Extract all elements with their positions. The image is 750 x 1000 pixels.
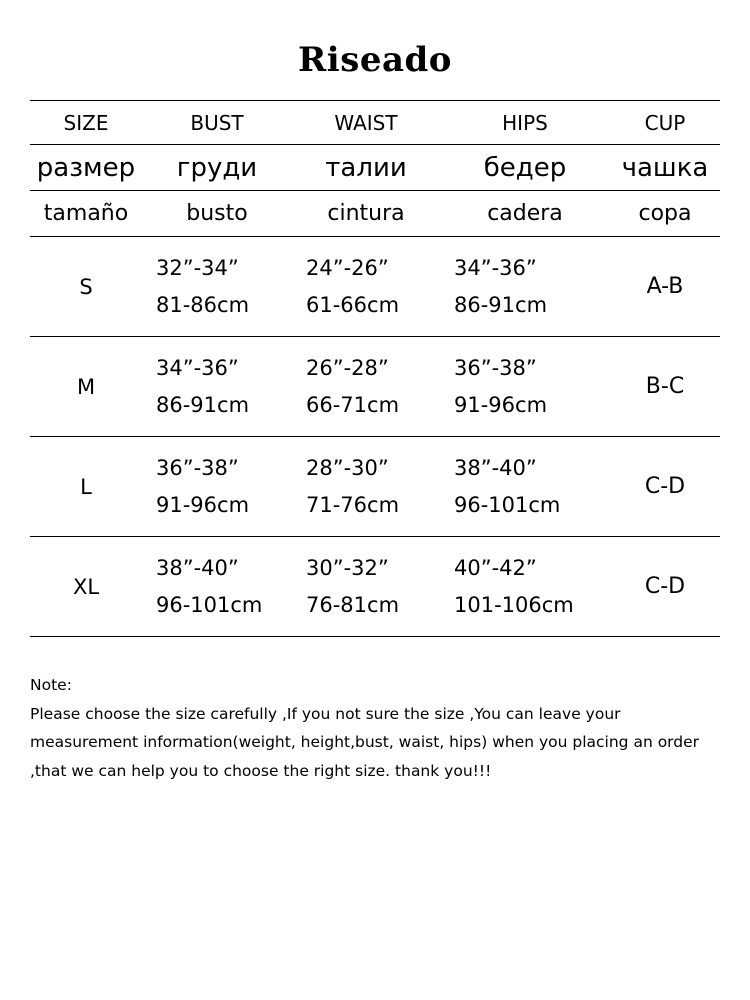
- cell-waist: [292, 237, 440, 337]
- cell-bust-cm: 86-91cm: [156, 392, 250, 417]
- cell-hips-inch: 38”-40”: [454, 455, 537, 480]
- header-bust-ru: груди: [142, 145, 292, 191]
- cell-hips-inch: 40”-42”: [454, 555, 537, 580]
- cell-bust: [142, 337, 292, 437]
- table-row: [30, 437, 720, 537]
- size-chart-table: [30, 100, 720, 637]
- cell-bust: [142, 537, 292, 637]
- table-row: [30, 537, 720, 637]
- cell-waist-inch: 24”-26”: [306, 255, 389, 280]
- cell-hips-cm: 86-91cm: [454, 292, 548, 317]
- header-size-en: SIZE: [30, 101, 142, 145]
- cell-waist-inch: 26”-28”: [306, 355, 389, 380]
- header-waist-en: WAIST: [292, 101, 440, 145]
- header-cup-en: CUP: [610, 101, 720, 145]
- header-waist-ru: талии: [292, 145, 440, 191]
- table-row: [30, 337, 720, 437]
- cell-bust-cm: 81-86cm: [156, 292, 250, 317]
- cell-bust-inch: 32”-34”: [156, 255, 239, 280]
- note-label: Note:: [30, 676, 72, 694]
- cell-cup: A-B: [610, 237, 720, 337]
- cell-waist-cm: 71-76cm: [306, 492, 400, 517]
- cell-hips-cm: 96-101cm: [454, 492, 561, 517]
- cell-cup: C-D: [610, 537, 720, 637]
- cell-waist-inch: 28”-30”: [306, 455, 389, 480]
- cell-size: S: [30, 237, 142, 337]
- header-hips-en: HIPS: [440, 101, 610, 145]
- table-header-spanish: [30, 191, 720, 237]
- cell-waist-cm: 61-66cm: [306, 292, 400, 317]
- header-cup-es: copa: [610, 191, 720, 237]
- header-waist-es: cintura: [292, 191, 440, 237]
- header-bust-es: busto: [142, 191, 292, 237]
- cell-cup: B-C: [610, 337, 720, 437]
- cell-bust: [142, 237, 292, 337]
- cell-hips-inch: 36”-38”: [454, 355, 537, 380]
- cell-waist: [292, 537, 440, 637]
- table-header-russian: [30, 145, 720, 191]
- cell-hips: [440, 537, 610, 637]
- cell-hips: [440, 337, 610, 437]
- cell-hips-cm: 91-96cm: [454, 392, 548, 417]
- cell-waist: [292, 437, 440, 537]
- cell-waist: [292, 337, 440, 437]
- cell-waist-inch: 30”-32”: [306, 555, 389, 580]
- cell-bust: [142, 437, 292, 537]
- cell-bust-inch: 38”-40”: [156, 555, 239, 580]
- brand-title: Riseado: [298, 40, 452, 80]
- cell-size: L: [30, 437, 142, 537]
- header-bust-en: BUST: [142, 101, 292, 145]
- cell-waist-cm: 76-81cm: [306, 592, 400, 617]
- cell-size: XL: [30, 537, 142, 637]
- header-cup-ru: чашка: [610, 145, 720, 191]
- note-text: Please choose the size carefully ,If you not sure the size ,You can leave your measurement information(weight, height,bust, waist, hips) when you placing an order ,that we can help you to choose the right size. thank you!!!: [30, 704, 700, 781]
- cell-size: M: [30, 337, 142, 437]
- table-header-english: [30, 101, 720, 145]
- cell-bust-inch: 34”-36”: [156, 355, 239, 380]
- cell-bust-cm: 96-101cm: [156, 592, 263, 617]
- cell-hips-inch: 34”-36”: [454, 255, 537, 280]
- note-block: [30, 671, 720, 786]
- cell-hips: [440, 237, 610, 337]
- header-hips-es: cadera: [440, 191, 610, 237]
- table-row: [30, 237, 720, 337]
- cell-hips-cm: 101-106cm: [454, 592, 574, 617]
- cell-waist-cm: 66-71cm: [306, 392, 400, 417]
- cell-hips: [440, 437, 610, 537]
- cell-cup: C-D: [610, 437, 720, 537]
- cell-bust-inch: 36”-38”: [156, 455, 239, 480]
- header-size-es: tamaño: [30, 191, 142, 237]
- header-hips-ru: бедер: [440, 145, 610, 191]
- cell-bust-cm: 91-96cm: [156, 492, 250, 517]
- header-size-ru: размер: [30, 145, 142, 191]
